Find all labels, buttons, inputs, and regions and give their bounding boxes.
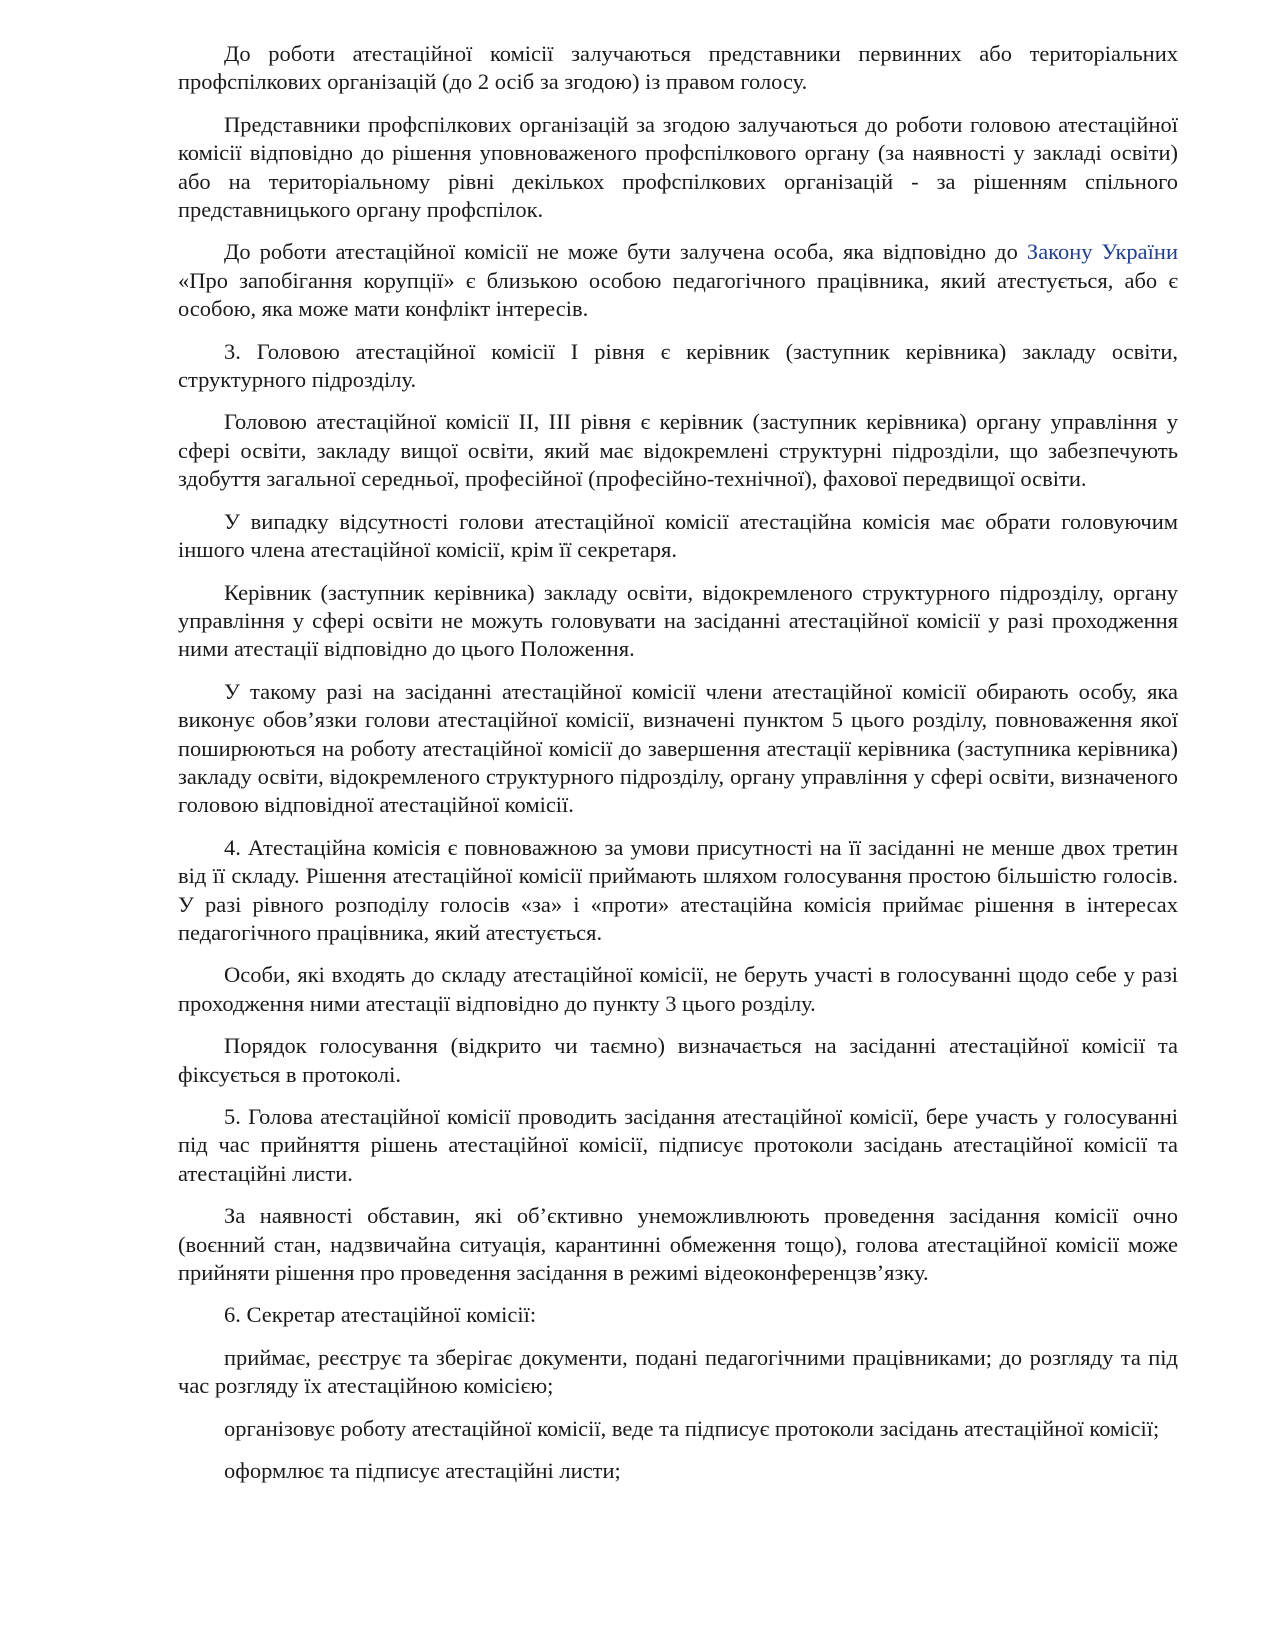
paragraph-head-cannot-preside: Керівник (заступник керівника) закладу освіти, відокремленого структурного підрозділу, органу управління у сфері освіти не можуть головувати на засіданні атестаційної комісії у разі проходження ними атестації відповідно до цього Положення. — [178, 579, 1178, 662]
paragraph-text-after-link: «Про запобігання корупції» є близькою особою педагогічного працівника, який атестується, або є особою, яка може мати конфлікт інтересів. — [178, 267, 1178, 322]
paragraph-conflict-of-interest — [178, 238, 1178, 323]
document-page — [178, 40, 1178, 1499]
paragraph-text-before-link: До роботи атестаційної комісії не може бути залучена особа, яка відповідно до — [224, 239, 1027, 265]
paragraph-item-3-chair-level-1: 3. Головою атестаційної комісії I рівня є керівник (заступник керівника) закладу освіти, структурного підрозділу. — [178, 338, 1178, 393]
paragraph-item-4-quorum: 4. Атестаційна комісія є повноважною за умови присутності на її засіданні не менше двох третин від її складу. Рішення атестаційної комісії приймають шляхом голосування простою більшістю голосів. У разі рівного розподілу голосів «за» і «проти» атестаційна комісія приймає рішення в інтересах педагогічного працівника, який атестується. — [178, 834, 1178, 945]
paragraph-acting-chair: У такому разі на засіданні атестаційної комісії члени атестаційної комісії обирають особу, яка виконує обов’язки голови атестаційної комісії, визначені пунктом 5 цього розділу, повноваження якої поширюються на роботу атестаційної комісії до завершення атестації керівника (заступника керівника) закладу освіти, відокремленого структурного підрозділу, органу управління у сфері освіти, визначеного головою відповідної атестаційної комісії. — [178, 678, 1178, 818]
paragraph-secretary-documents: приймає, реєструє та зберігає документи, подані педагогічними працівниками; до розгляду та під час розгляду їх атестаційною комісією; — [178, 1344, 1178, 1399]
paragraph-chair-absence: У випадку відсутності голови атестаційної комісії атестаційна комісія має обрати головуючим іншого члена атестаційної комісії, крім її секретаря. — [178, 508, 1178, 563]
paragraph-video-conference: За наявності обставин, які об’єктивно унеможливлюють проведення засідання комісії очно (воєнний стан, надзвичайна ситуація, карантинні обмеження тощо), голова атестаційної комісії може прийняти рішення про проведення засідання в режимі відеоконференцзв’язку. — [178, 1203, 1178, 1286]
paragraph-item-5-chair-duties: 5. Голова атестаційної комісії проводить засідання атестаційної комісії, бере участь у голосуванні під час прийняття рішень атестаційної комісії, підписує протоколи засідань атестаційної комісії та атестаційні листи. — [178, 1104, 1178, 1186]
paragraph-secretary-minutes: організовує роботу атестаційної комісії, веде та підписує протоколи засідань атестаційної комісії; — [224, 1415, 1160, 1441]
law-of-ukraine-link[interactable]: Закону України — [1026, 239, 1179, 265]
paragraph-trade-union-representatives: Представники профспілкових організацій за згодою залучаються до роботи головою атестаційної комісії відповідно до рішення уповноваженого профспілкового органу (за наявності у закладі освіти) або на територіальному рівні декількох профспілкових організацій - за рішенням спільного представницького органу профспілок. — [178, 111, 1178, 223]
paragraph-chair-level-2-3: Головою атестаційної комісії II, III рівня є керівник (заступник керівника) органу управління у сфері освіти, закладу вищої освіти, який має відокремлені структурні підрозділи, що забезпечують здобуття загальної середньої, професійної (професійно-технічної), фахової передвищої освіти. — [178, 409, 1178, 492]
paragraph-voting-exclusion: Особи, які входять до складу атестаційної комісії, не беруть участі в голосуванні щодо себе у разі проходження ними атестації відповідно до пункту 3 цього розділу. — [178, 962, 1178, 1016]
paragraph-secretary-sheets: оформлює та підписує атестаційні листи; — [224, 1458, 621, 1484]
paragraph-voting-procedure: Порядок голосування (відкрито чи таємно) визначається на засіданні атестаційної комісії та фіксується в протоколі. — [178, 1033, 1178, 1087]
paragraph-trade-union-members: До роботи атестаційної комісії залучаються представники первинних або територіальних профспілкових організацій (до 2 осіб за згодою) із правом голосу. — [178, 41, 1178, 95]
paragraph-item-6-secretary: 6. Секретар атестаційної комісії: — [224, 1302, 537, 1328]
